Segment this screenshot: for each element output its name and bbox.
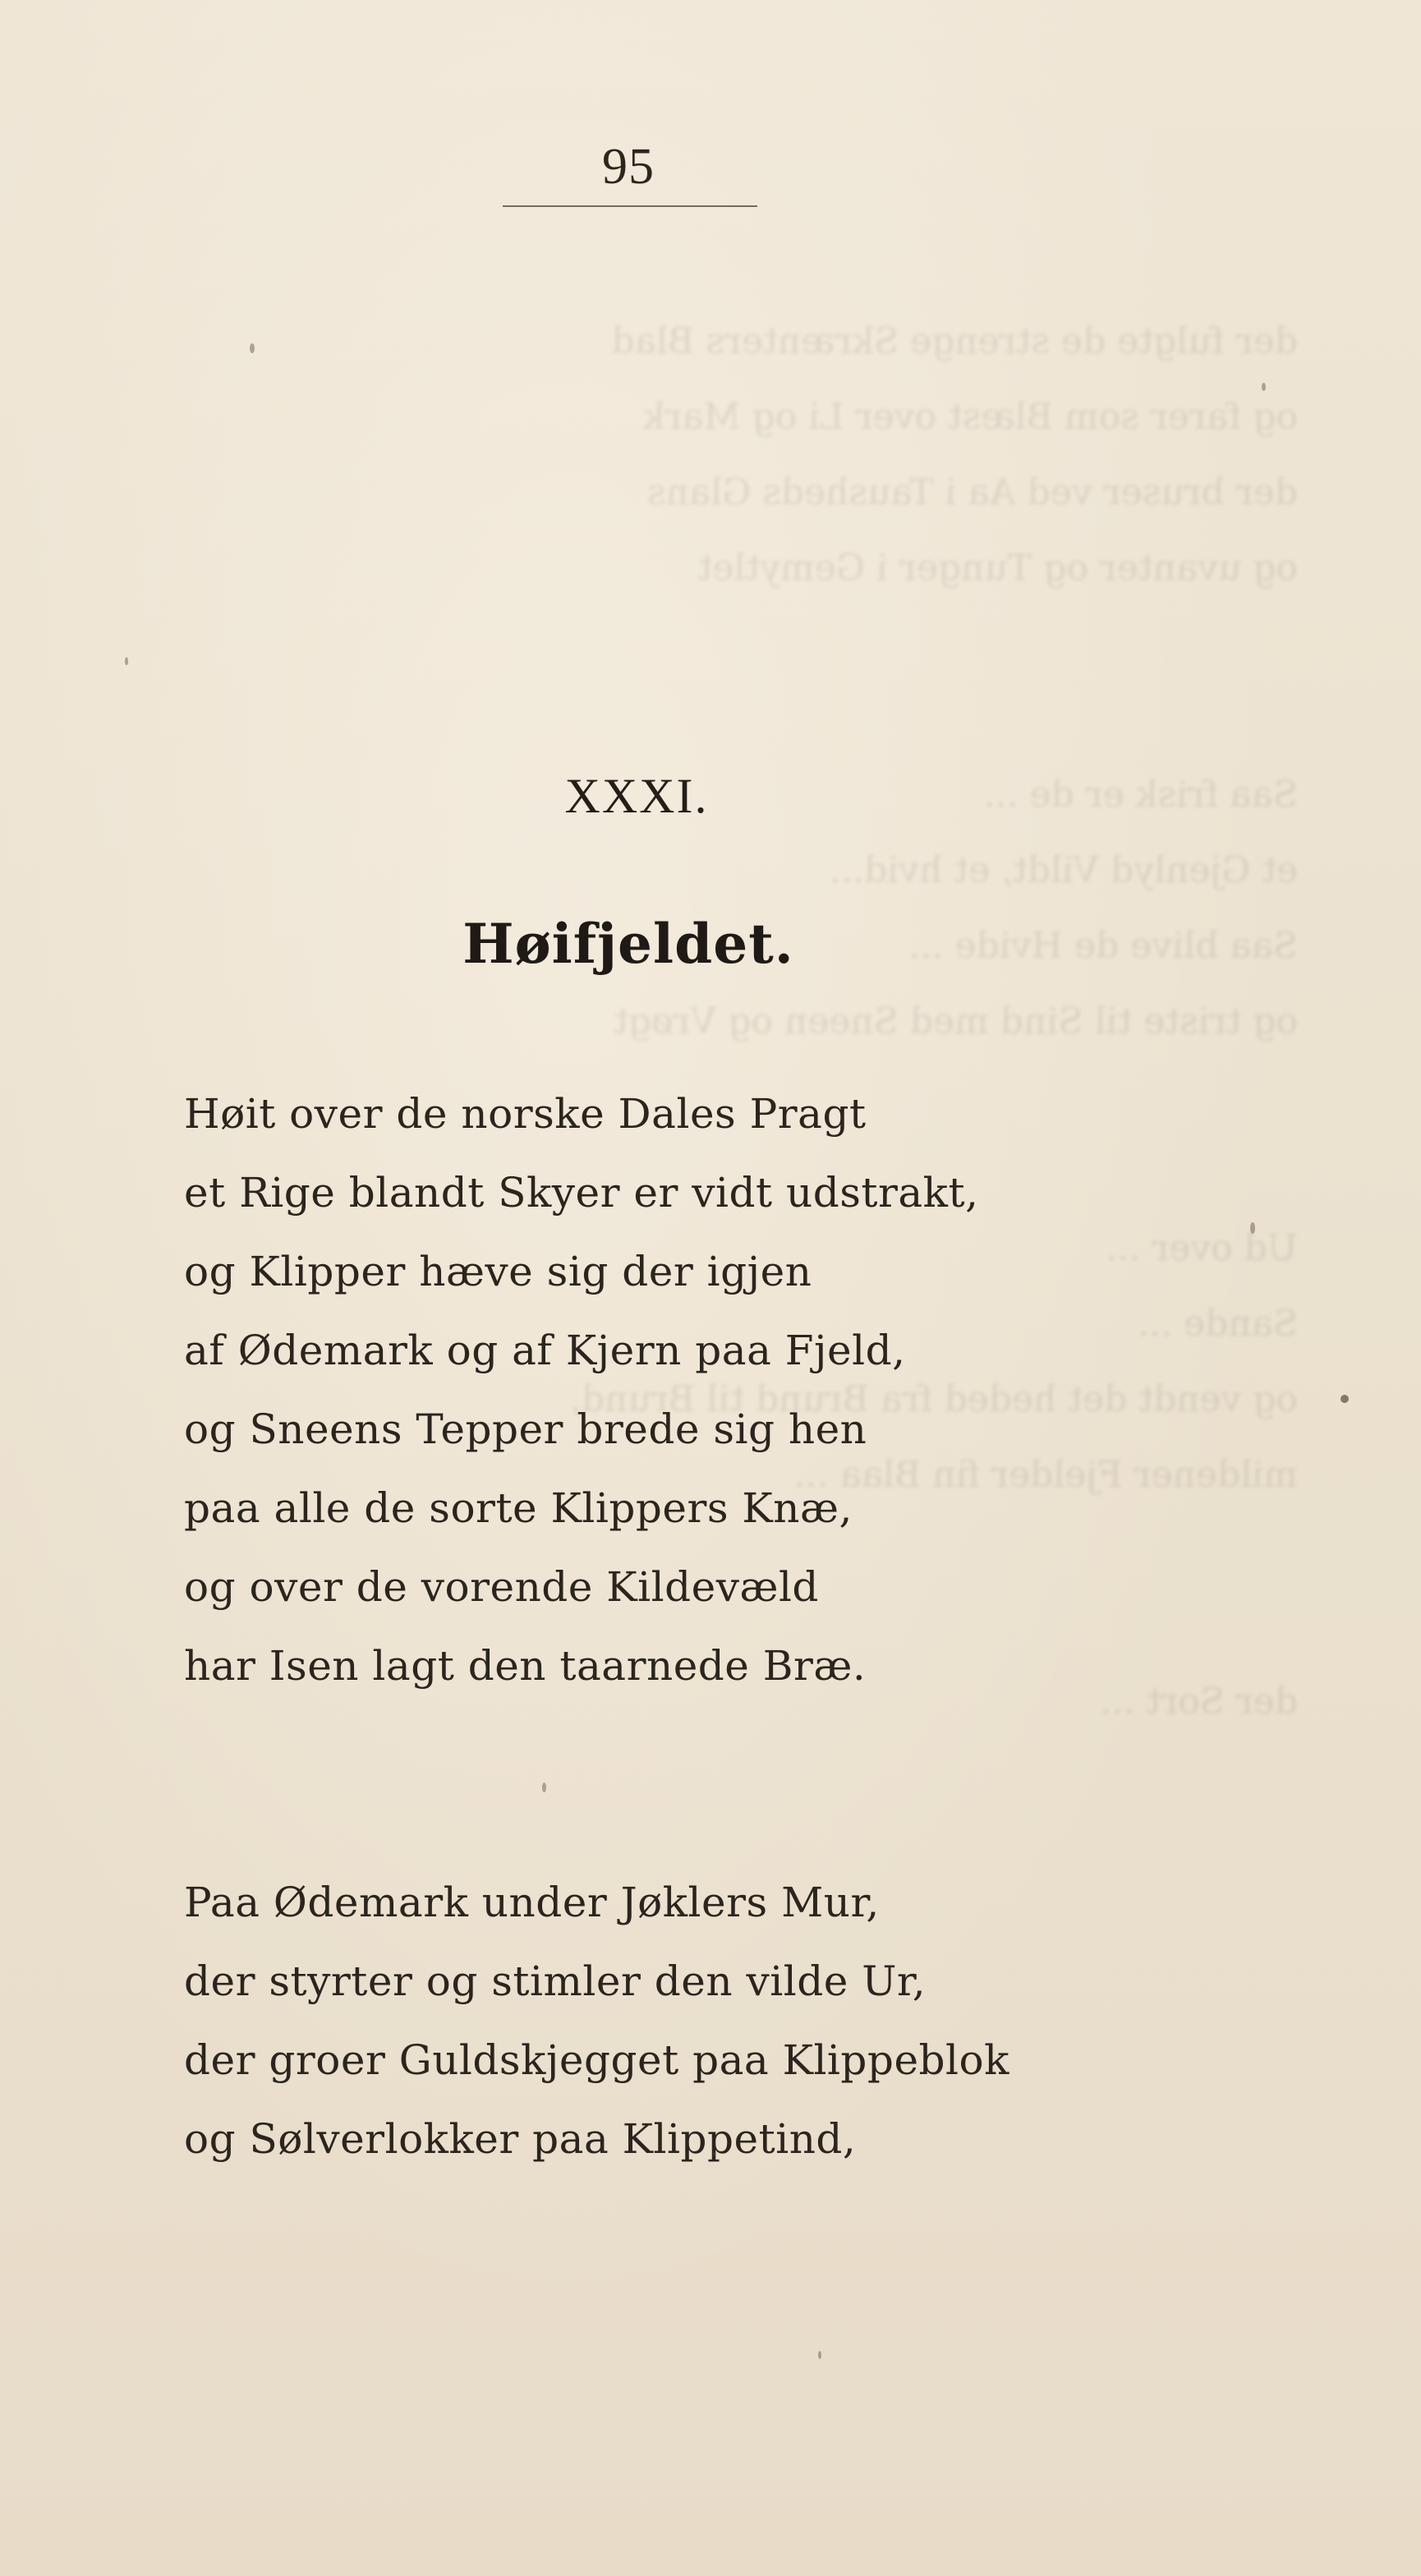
paper-speck	[1250, 1222, 1255, 1234]
verse-line: Høit over de norske Dales Pragt	[184, 1090, 867, 1138]
verse-line: har Isen lagt den taarnede Bræ.	[184, 1642, 867, 1690]
section-number: XXXI.	[564, 769, 709, 823]
header-rule	[503, 205, 757, 207]
paper-speck	[818, 2351, 821, 2359]
poem-title: Høifjeldet.	[462, 912, 794, 976]
page-number: 95	[602, 139, 655, 195]
verse-line: og over de vorende Kildevæld	[184, 1563, 819, 1611]
verse-line: af Ødemark og af Kjern paa Fjeld,	[184, 1327, 906, 1374]
paper-speck	[1341, 1395, 1349, 1403]
paper-speck	[1262, 383, 1266, 391]
stanza-1	[184, 1074, 978, 1705]
verse-line: paa alle de sorte Klippers Knæ,	[184, 1484, 853, 1532]
verse-line: og Sølverlokker paa Klippetind,	[184, 2115, 857, 2163]
paper-speck	[125, 657, 128, 665]
paper-speck	[713, 2152, 716, 2155]
verse-line: der groer Guldskjegget paa Klippeblok	[184, 2036, 1009, 2084]
verse-line: Paa Ødemark under Jøklers Mur,	[184, 1879, 880, 1926]
verse-line: et Rige blandt Skyer er vidt udstrakt,	[184, 1169, 979, 1217]
reverse-side-bleed-through: der fulgte de strenge Skrænters Blad og farer som Blæst over Li og Mark der bruser ved Aa i Tausheds Glans og uvanter og Tunger i Gemytlet Saa frisk er de ... et Gjenlyd Vildt, et hvid... Saa blive de Hvide ... og triste til Sind med Sneen og Vrøgt Ud over ... Sande ... og vendt det heded fra Brund til Brund, mildener Fjelder fin Blaa ... der Sort ...	[569, 320, 1298, 1723]
paper-speck	[250, 343, 255, 353]
verse-line: og Sneens Tepper brede sig hen	[184, 1405, 867, 1453]
paper-speck	[542, 1782, 546, 1792]
verse-line: der styrter og stimler den vilde Ur,	[184, 1957, 927, 2005]
stanza-2	[184, 1863, 1009, 2178]
verse-line: og Klipper hæve sig der igjen	[184, 1248, 812, 1295]
